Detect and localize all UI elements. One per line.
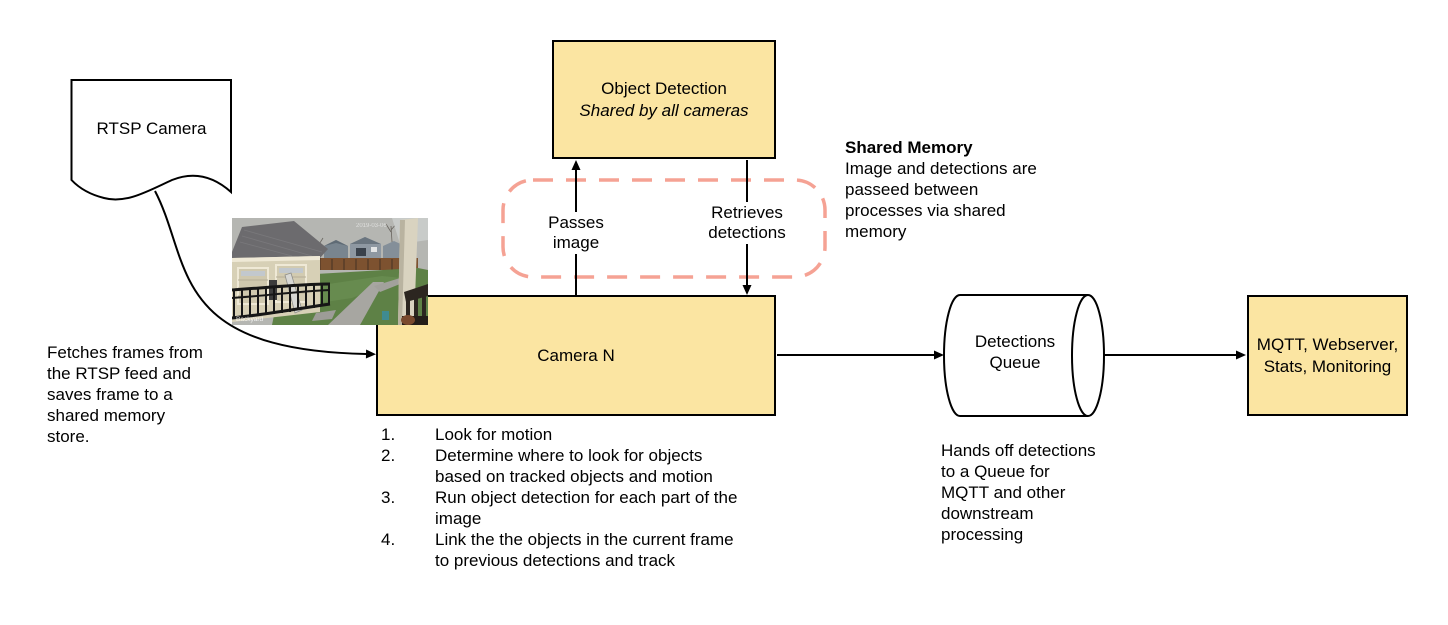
node-mqtt-webserver	[1247, 295, 1408, 416]
rtsp-document-shape	[72, 80, 232, 200]
mqtt-label: MQTT, Webserver, Stats, Monitoring	[1256, 334, 1399, 376]
camera-steps-list	[381, 424, 737, 571]
step-number: 1.	[381, 425, 396, 444]
shared-memory-note-body: Image and detections are passeed between processes via shared memory	[845, 159, 1037, 241]
passes-image-label: Passes image	[545, 212, 607, 254]
retrieves-detections-label: Retrieves detections	[705, 202, 789, 244]
node-camera-n	[376, 295, 776, 416]
camera-snapshot-image	[232, 218, 428, 325]
photo-caption: Backyard	[236, 316, 264, 323]
object-detection-title: Object Detection	[601, 78, 727, 98]
list-item	[381, 445, 737, 487]
object-detection-subtitle: Shared by all cameras	[579, 100, 749, 120]
photo-timestamp: 2019-03-06	[356, 223, 387, 229]
camera-n-label: Camera N	[537, 345, 615, 365]
list-item	[381, 424, 737, 445]
list-item	[381, 487, 737, 529]
step-text: Run object detection for each part of the image	[435, 488, 738, 528]
shared-memory-note-title: Shared Memory	[845, 138, 973, 157]
fetch-frames-note: Fetches frames from the RTSP feed and saves frame to a shared memory store.	[47, 343, 203, 446]
step-number: 3.	[381, 488, 396, 507]
step-text: Link the the objects in the current frame to previous detections and track	[435, 530, 734, 570]
step-number: 2.	[381, 446, 396, 465]
rtsp-camera-label: RTSP Camera	[96, 119, 207, 138]
list-item	[381, 529, 737, 571]
shared-memory-note	[845, 137, 1070, 242]
detections-queue-label: Detections Queue	[974, 332, 1056, 372]
step-text: Look for motion	[435, 425, 553, 444]
queue-handoff-note: Hands off detections to a Queue for MQTT and other downstream processing	[941, 441, 1096, 544]
step-number: 4.	[381, 530, 396, 549]
node-object-detection	[552, 40, 776, 159]
step-text: Determine where to look for objects based on tracked objects and motion	[435, 446, 713, 486]
